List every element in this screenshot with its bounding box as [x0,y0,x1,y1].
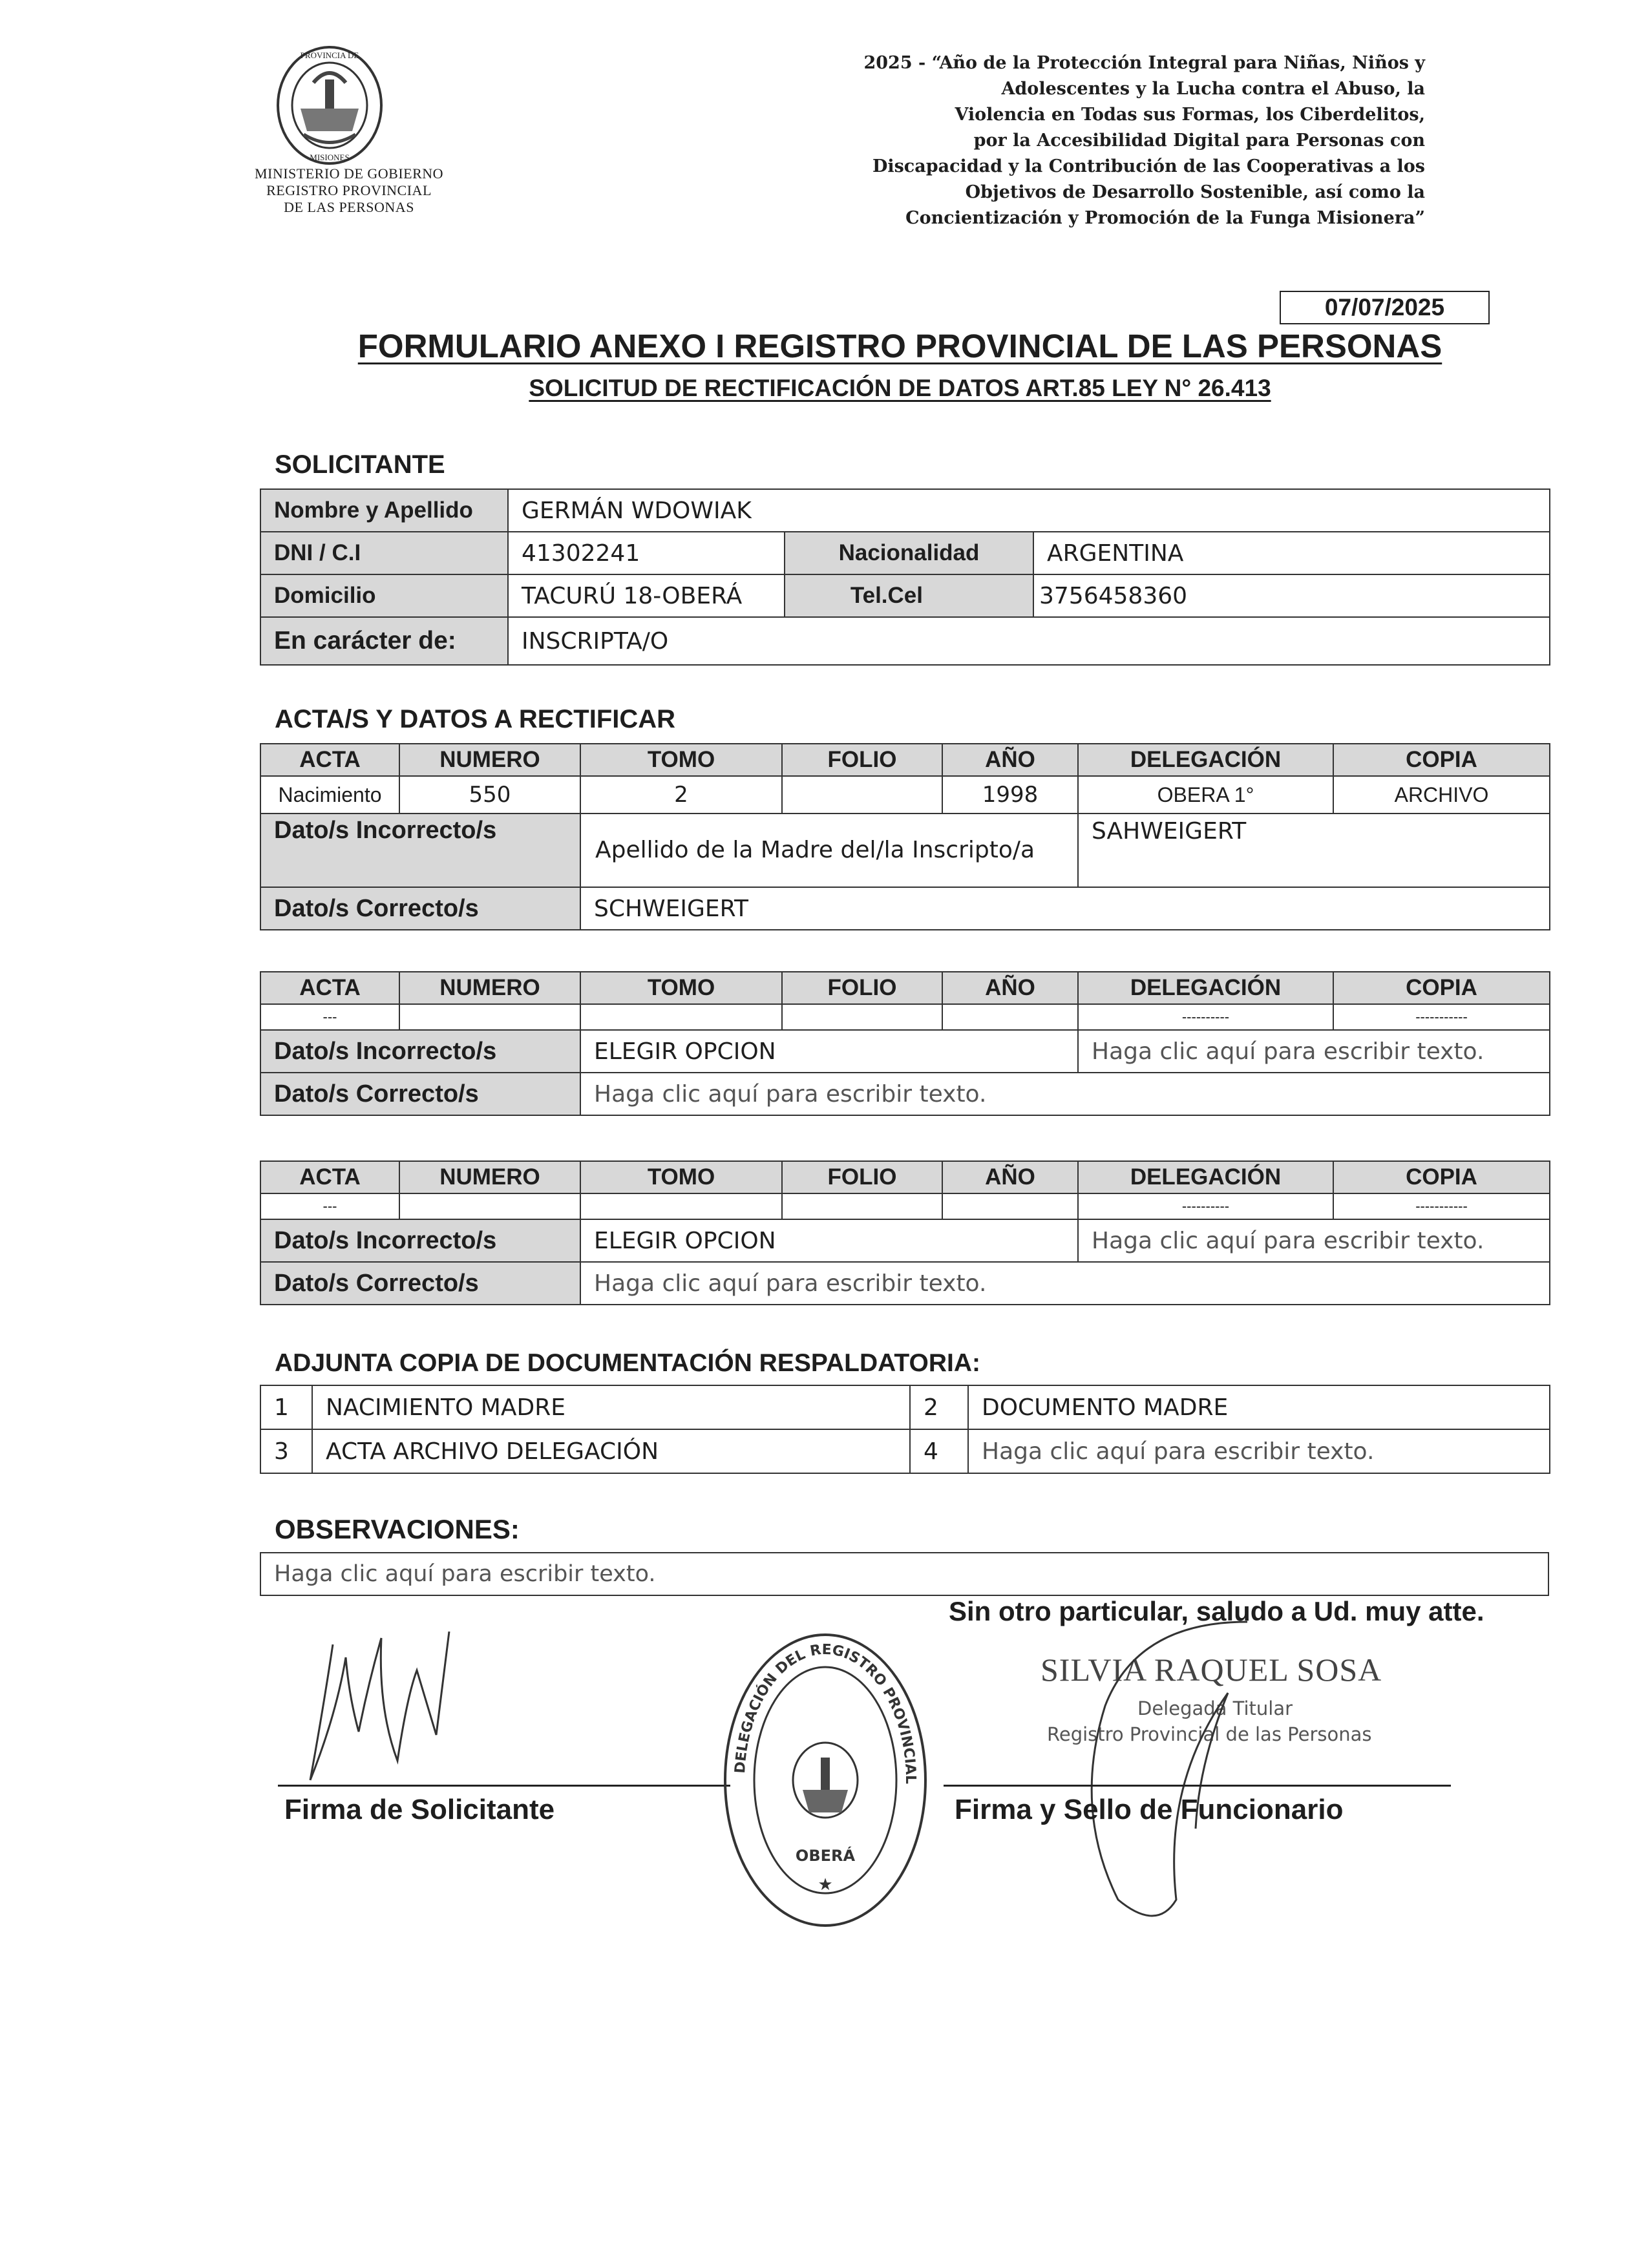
col-delegacion: DELEGACIÓN [1078,1161,1333,1193]
dni-label: DNI / C.I [260,532,508,574]
official-role: Delegada Titular [1137,1697,1293,1719]
delegacion-field[interactable]: OBERA 1° [1078,776,1333,814]
incorrect-value-field[interactable]: SAHWEIGERT [1078,814,1550,887]
tel-label: Tel.Cel [785,574,1033,617]
date-field[interactable]: 07/07/2025 [1280,291,1490,324]
correct-value-field[interactable]: SCHWEIGERT [580,887,1550,930]
col-tomo: TOMO [580,744,782,776]
official-signature-image [1060,1596,1331,1932]
adjunta-item-field[interactable]: Haga clic aquí para escribir texto. [968,1429,1550,1473]
domicilio-field[interactable]: TACURÚ 18-OBERÁ [508,574,785,617]
tomo-field[interactable] [580,1193,782,1219]
section-heading-observaciones: OBSERVACIONES: [275,1514,520,1544]
decree-line: por la Accesibilidad Digital para Personas con [973,131,1425,151]
acta-field[interactable]: Nacimiento [260,776,399,814]
caracter-field[interactable]: INSCRIPTA/O [508,617,1550,665]
stamp-ring-text: DELEGACIÓN DEL REGISTRO PROVINCIAL [732,1641,919,1785]
correct-label: Dato/s Correcto/s [260,1262,580,1305]
col-copia: COPIA [1333,972,1550,1004]
col-delegacion: DELEGACIÓN [1078,744,1333,776]
col-tomo: TOMO [580,972,782,1004]
closing-text: Sin otro particular, saludo a Ud. muy atte. [949,1596,1484,1626]
col-folio: FOLIO [782,1161,942,1193]
incorrect-value-field[interactable]: Haga clic aquí para escribir texto. [1078,1219,1550,1262]
col-acta: ACTA [260,972,399,1004]
col-copia: COPIA [1333,744,1550,776]
adjunta-item-field[interactable]: DOCUMENTO MADRE [968,1385,1550,1429]
correct-label: Dato/s Correcto/s [260,887,580,930]
numero-field[interactable] [399,1193,580,1219]
nombre-label: Nombre y Apellido [260,489,508,532]
section-heading-adjunta: ADJUNTA COPIA DE DOCUMENTACIÓN RESPALDATORIA: [275,1349,980,1377]
copia-field[interactable]: ARCHIVO [1333,776,1550,814]
col-anio: AÑO [942,744,1078,776]
adjunta-table [260,1385,1550,1474]
tomo-field[interactable]: 2 [580,776,782,814]
acta-block-1 [260,743,1550,930]
correct-value-field[interactable]: Haga clic aquí para escribir texto. [580,1262,1550,1305]
incorrect-label: Dato/s Incorrecto/s [260,1030,580,1073]
incorrect-label: Dato/s Incorrecto/s [260,814,580,887]
stamp-star-icon: ★ [818,1874,833,1894]
firma-funcionario-label: Firma y Sello de Funcionario [955,1794,1344,1825]
decree-line: Violencia en Todas sus Formas, los Ciberdelitos, [955,105,1425,125]
applicant-signature-image [297,1619,465,1787]
folio-field[interactable] [782,1193,942,1219]
crest-text-bottom: MISIONES [310,152,350,162]
year-decree-text [750,50,1425,231]
acta-block-2 [260,971,1550,1116]
correct-label: Dato/s Correcto/s [260,1073,580,1115]
dni-field[interactable]: 41302241 [508,532,785,574]
section-heading-solicitante: SOLICITANTE [275,450,445,479]
anio-field[interactable] [942,1193,1078,1219]
adjunta-num: 4 [910,1429,968,1473]
form-subtitle: SOLICITUD DE RECTIFICACIÓN DE DATOS ART.85 LEY N° 26.413 [529,375,1271,401]
copia-field[interactable]: ----------- [1333,1193,1550,1219]
decree-line: 2025 - “Año de la Protección Integral para Niñas, Niños y [863,53,1425,73]
crest-text-top: PROVINCIA DE [300,50,359,60]
ministry-line: MINISTERIO DE GOBIERNO [254,165,444,182]
observaciones-field[interactable]: Haga clic aquí para escribir texto. [260,1553,1548,1595]
office-stamp [719,1628,932,1932]
form-title: FORMULARIO ANEXO I REGISTRO PROVINCIAL DE LAS PERSONAS [357,328,1442,364]
incorrect-field-selector[interactable]: ELEGIR OPCION [580,1030,1078,1073]
nacionalidad-field[interactable]: ARGENTINA [1033,532,1550,574]
official-office: Registro Provincial de las Personas [1047,1723,1372,1745]
copia-field[interactable]: ----------- [1333,1004,1550,1030]
col-numero: NUMERO [399,972,580,1004]
observaciones-table [260,1552,1549,1596]
ministry-block [233,165,465,216]
col-acta: ACTA [260,1161,399,1193]
domicilio-label: Domicilio [260,574,508,617]
incorrect-value-field[interactable]: Haga clic aquí para escribir texto. [1078,1030,1550,1073]
delegacion-field[interactable]: ---------- [1078,1193,1333,1219]
col-copia: COPIA [1333,1161,1550,1193]
correct-value-field[interactable]: Haga clic aquí para escribir texto. [580,1073,1550,1115]
folio-field[interactable] [782,1004,942,1030]
applicant-signature-line [278,1785,730,1787]
solicitante-table [260,488,1550,666]
adjunta-item-field[interactable]: ACTA ARCHIVO DELEGACIÓN [312,1429,910,1473]
stamp-city-text: OBERÁ [795,1847,856,1865]
col-numero: NUMERO [399,744,580,776]
col-acta: ACTA [260,744,399,776]
decree-line: Concientización y Promoción de la Funga Misionera” [905,208,1425,228]
decree-line: Discapacidad y la Contribución de las Cooperativas a los [872,156,1425,176]
decree-line: Adolescentes y la Lucha contra el Abuso, la [1001,79,1425,99]
tel-field[interactable]: 3756458360 [1033,574,1550,617]
anio-field[interactable] [942,1004,1078,1030]
official-signature-line [944,1785,1451,1787]
delegacion-field[interactable]: ---------- [1078,1004,1333,1030]
adjunta-num: 3 [260,1429,312,1473]
col-delegacion: DELEGACIÓN [1078,972,1333,1004]
anio-field[interactable]: 1998 [942,776,1078,814]
firma-solicitante-label: Firma de Solicitante [284,1794,555,1825]
acta-block-3 [260,1160,1550,1305]
acta-field[interactable]: --- [260,1193,399,1219]
col-tomo: TOMO [580,1161,782,1193]
section-heading-actas: ACTA/S Y DATOS A RECTIFICAR [275,705,676,733]
numero-field[interactable] [399,1004,580,1030]
ministry-line: DE LAS PERSONAS [284,199,414,215]
col-anio: AÑO [942,972,1078,1004]
col-folio: FOLIO [782,972,942,1004]
tomo-field[interactable] [580,1004,782,1030]
col-folio: FOLIO [782,744,942,776]
incorrect-label: Dato/s Incorrecto/s [260,1219,580,1262]
provincial-crest-logo [275,44,385,167]
adjunta-item-field[interactable]: NACIMIENTO MADRE [312,1385,910,1429]
adjunta-num: 1 [260,1385,312,1429]
folio-field[interactable] [782,776,942,814]
decree-line: Objetivos de Desarrollo Sostenible, así como la [965,182,1425,202]
col-numero: NUMERO [399,1161,580,1193]
nacionalidad-label: Nacionalidad [785,532,1033,574]
numero-field[interactable]: 550 [399,776,580,814]
incorrect-field-selector[interactable]: Apellido de la Madre del/la Inscripto/a [580,814,1078,887]
nombre-field[interactable]: GERMÁN WDOWIAK [508,489,1550,532]
col-anio: AÑO [942,1161,1078,1193]
adjunta-num: 2 [910,1385,968,1429]
incorrect-field-selector[interactable]: ELEGIR OPCION [580,1219,1078,1262]
caracter-label: En carácter de: [260,617,508,665]
ministry-line: REGISTRO PROVINCIAL [266,182,432,198]
official-name: SILVIA RAQUEL SOSA [1041,1652,1382,1688]
acta-field[interactable]: --- [260,1004,399,1030]
